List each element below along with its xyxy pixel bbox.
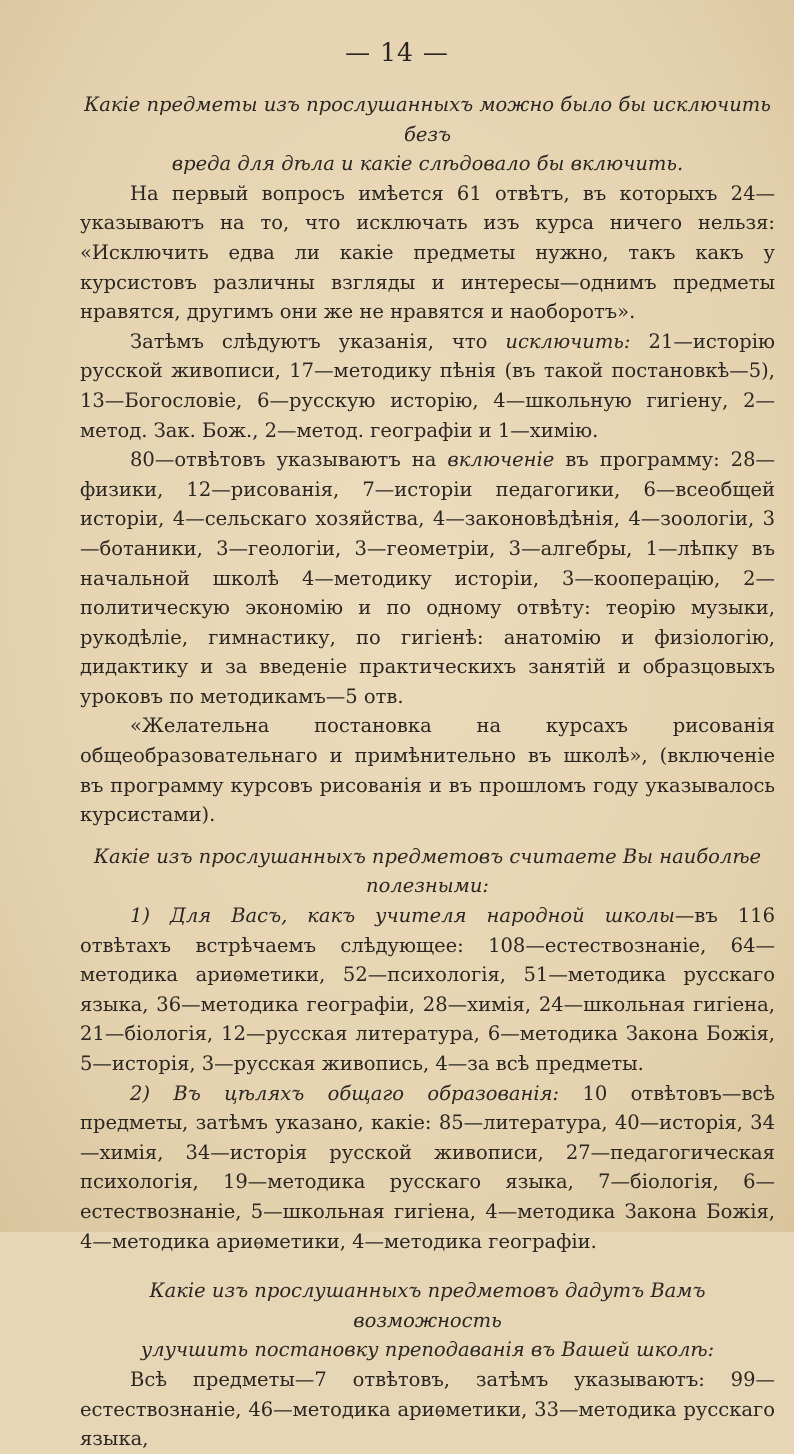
section1-paragraph-2 — [80, 327, 775, 445]
section3-heading-line1: Какіе изъ прослушанныхъ предметовъ дадутъ Вамъ возможность — [149, 1279, 706, 1332]
text-column — [80, 90, 775, 1454]
section1-paragraph-3 — [80, 445, 775, 711]
section2-heading: Какіе изъ прослушанныхъ предметовъ считаете Вы наиболѣе полезными: — [93, 844, 762, 898]
p3-emphasis: включеніе — [447, 448, 555, 472]
p3-start: 80—отвѣтовъ указываютъ на — [130, 448, 437, 472]
section1-heading-line2: вреда для дѣла и какіе слѣдовало бы включить. — [171, 152, 684, 176]
section1-paragraph-1: На первый вопросъ имѣется 61 отвѣтъ, въ которыхъ 24—указываютъ на то, что исключать изъ курса ничего нельзя: «Исключить едва ли какіе предметы нужно, такъ какъ у курсистовъ различны взгляды и интересы—однимъ предметы нравятся, другимъ они же не нравятся и наоборотъ». — [80, 181, 775, 324]
p2-start: Затѣмъ слѣдуютъ указанія, что — [130, 329, 488, 353]
s2p2-emphasis: 2) Въ цѣляхъ общаго образованія: — [130, 1081, 560, 1105]
page-number: — 14 — — [345, 38, 449, 67]
section1-heading — [80, 90, 775, 179]
s2p1-emphasis: 1) Для Васъ, какъ учителя народной школы — [130, 904, 675, 928]
section2-paragraph-1 — [80, 901, 775, 1079]
section1-paragraph-4: «Желательна постановка на курсахъ рисованія общеобразовательнаго и примѣнительно въ школѣ», (включеніе въ программу курсовъ рисованія и въ прошломъ году указывалось курсистами). — [80, 714, 775, 827]
s2p1-rest: —въ 116 отвѣтахъ встрѣчаемъ слѣдующее: 108—естествознаніе, 64—методика ариѳметики, 52—психологія, 51—методика русскаго языка, 36—методика географіи, 28—химія, 24—школьная гигіена, 21—біологія, 12—русская литература, 6—методика Закона Божія, 5—исторія, 3—русская живопись, 4—за всѣ предметы. — [80, 904, 775, 1075]
section2-paragraph-2 — [80, 1079, 775, 1257]
section3-heading-line2: улучшить постановку преподаванія въ Вашей школѣ: — [140, 1338, 715, 1362]
p2-rest: 21—исторію русской живописи, 17—методику пѣнія (въ такой постановкѣ—5), 13—Богословіе, 6—русскую исторію, 4—школьную гигіену, 2—метод. Зак. Бож., 2—метод. географіи и 1—химію. — [80, 329, 775, 442]
section1-heading-line1: Какіе предметы изъ прослушанныхъ можно было бы исключить безъ — [84, 93, 771, 146]
p3-rest: въ программу: 28—физики, 12—рисованія, 7—исторіи педагогики, 6—всеобщей исторіи, 4—сельскаго хозяйства, 4—законовѣдѣнія, 4—зоологіи, 3—ботаники, 3—геологіи, 3—геометріи, 3—алгебры, 1—лѣпку въ начальной школѣ 4—методику исторіи, 3—кооперацію, 2—политическую экономію и по одному отвѣту: теорію музыки, рукодѣліе, гимнастику, по гигіенѣ: анатомію и физіологію, дидактику и за введеніе практическихъ занятій и образцовыхъ уроковъ по методикамъ—5 отв. — [80, 448, 775, 708]
section3-heading — [80, 1276, 775, 1365]
section3-paragraph-1: Всѣ предметы—7 отвѣтовъ, затѣмъ указываютъ: 99—естествознаніе, 46—методика ариѳметики, 33—методика русскаго языка, — [80, 1367, 775, 1451]
p2-emphasis: исключить: — [505, 329, 631, 353]
s2p2-rest: 10 отвѣтовъ—всѣ предметы, затѣмъ указано, какіе: 85—литература, 40—исторія, 34—химія, 34—исторія русской живописи, 27—педагогическая психологія, 19—методика русскаго языка, 7—біологія, 6—естествознаніе, 5—школьная гигіена, 4—методика Закона Божія, 4—методика ариѳметики, 4—методика географіи. — [80, 1081, 775, 1253]
